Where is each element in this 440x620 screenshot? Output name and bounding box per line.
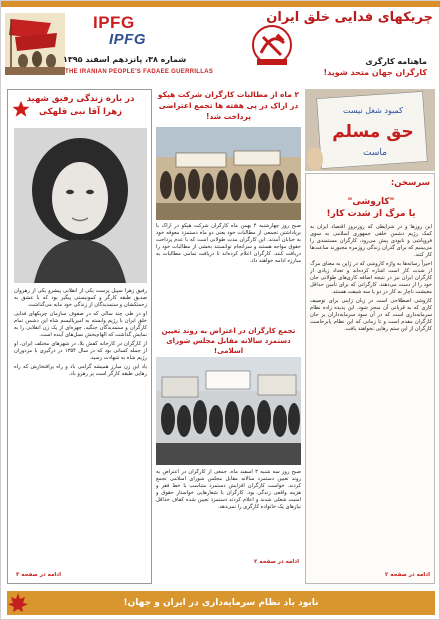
parliament-article-body: صبح روز سه شنبه ۳ اسفند ماه، جمعی از کارگران در اعتراض به روند تعیین دستمزد سالانه مقابل مجلس شورای اسلامی تجمع کردند. خواست کارگران افزایش دستمزد متناسب با خط فقر و هزینه واقعی زندگی بود. کارگران با شعارهایی خواستار حقوق و امنیت شغلی شدند و اعلام کردند دستمزد تعیین شده کفاف حداقل نیازهای یک خانواده کارگری را نمی‌دهد.: [156, 469, 301, 510]
publication-type: ماهنامه کارگری: [365, 57, 427, 66]
maple-leaf-icon: [7, 591, 29, 615]
martyr-paragraph: او در طی چند سالی که در صفوف سازمان چریکهای فدایی خلق ایران با رژیم وابسته به امپریالیسم شاه این دشمن تمام کارگران و ستمدیدگان جنگید، چهره‌ای از یک زن انقلابی را به نمایش گذاشت که الهام‌بخش نسل‌های آینده است.: [14, 311, 147, 338]
parliament-photo-illustration: [156, 357, 301, 465]
continued-link[interactable]: ادامه در صفحه ۲: [385, 572, 430, 578]
martyr-article-body: [14, 288, 147, 572]
red-star-icon: [12, 100, 30, 118]
martyr-heading-line2: زهرا آقا نبی قلهکی: [39, 107, 122, 117]
left-column-martyr-article: [7, 89, 152, 584]
sign-text-line1: کمبود شغل نیست: [343, 106, 403, 115]
editorial-section-label: سرسخن:: [390, 178, 430, 188]
protest-photo-illustration: [156, 127, 301, 220]
hammer-sickle-emblem-icon: [251, 23, 293, 69]
footer-slogan-bar: [7, 591, 435, 615]
continued-link[interactable]: ادامه در صفحه ۳: [16, 572, 61, 578]
editorial-paragraph: این روزها و در شرایطی که روزبروز اقتصاد ایران به کمک رژیم دشمن خلقی جمهوری اسلامی به سوی فروپاشی و نابودی پیش می‌رود، کارگران مستمندی را می‌بینیم که برای گذران زندگی روزمره مجبورند ساعت‌ها کار کنند.: [310, 224, 432, 258]
ipfg-logo-blue: IPFG: [109, 31, 147, 48]
sign-text-line3: ماست: [363, 148, 387, 158]
ipfg-logo-red: IPFG: [93, 13, 135, 32]
editorial-box: [305, 173, 435, 584]
sign-text-line2: حق مسلم: [332, 122, 414, 142]
hepco-article-body: صبح روز چهارشنبه ۴ بهمن ماه کارگران شرکت هپکو در اراک با برپاداشتن تجمعی از مطالبات خود یعنی دو ماه دستمزد معوقه خود به خیابان آمدند. این کارگران مدت طولانی است که با عدم پرداخت حقوق مواجه هستند و سرانجام توانستند بخشی از مطالبات خود را دریافت کنند. کارگران اعلام کرده‌اند تا دریافت تمامی مطالبات به مبارزه ادامه خواهند داد.: [156, 223, 301, 264]
martyr-heading-line1: در باره زندگی رفیق شهید: [26, 94, 135, 104]
editorial-paragraph: اخیراً رسانه‌ها به واژه کاروشی که در ژاپن به معنای مرگ از شدت کار است اشاره کرده‌اند و تعداد زیادی از کارگران ایران نیز در نتیجه اضافه کاری‌های طولانی جان خود را از دست می‌دهند. کارگرانی که برای تأمین حداقل معیشت ناچار به کار در دو یا سه شیفت هستند.: [310, 261, 432, 295]
masthead: [1, 1, 440, 85]
editorial-title-line2: یا مرگ از شدت کار!: [326, 209, 416, 219]
hepco-headline: ۲ ماه از مطالبات کارگران شرکت هپکو در اراک در پی هفته ها تجمع اعتراضی پرداخت شد!: [157, 90, 300, 121]
footer-slogan-text: نابود باد نظام سرمایه‌داری در ایران و جهان!: [123, 598, 319, 608]
masthead-slogan: کارگران جهان متحد شوید!: [323, 68, 427, 77]
protest-sign-photo: [305, 89, 435, 171]
parliament-protest-headline: تجمع کارگران در اعتراض به روند تعیین دستمزد سالانه مقابل مجلس شورای اسلامی!: [161, 327, 296, 355]
martyr-paragraph: از کارگران در کارخانه کفش بلا، در شهرهای مختلف ایران، او از جمله کسانی بود که در سال ۱۳۵۴ در درگیری با مزدوران رژیم شاه به شهادت رسید.: [14, 341, 147, 361]
logo-block: [5, 7, 214, 79]
english-org-name: THE IRANIAN PEOPLE'S FADAEE GUERRILLAS: [65, 69, 214, 75]
flag-fighters-icon: [5, 13, 65, 75]
middle-column-news: [156, 89, 301, 584]
continued-link[interactable]: ادامه در صفحه ۲: [254, 559, 299, 565]
martyr-paragraph: یاد این زن مبارز همیشه گرامی باد و راه پرافتخارش که راه رهایی طبقه کارگر است پر رهرو باد.: [14, 364, 147, 377]
hepco-protest-photo: [156, 127, 301, 220]
portrait-illustration: [14, 128, 147, 283]
right-column-editorial: [305, 89, 435, 584]
parliament-protest-photo: [156, 357, 301, 465]
martyr-paragraph: رفیق زهرا سپیل پرست یکی از انقلابی پیشرو یکی از رهروان صدیق طبقه کارگر و کمونیستی پیگیر بود که با عشق به زحمتکشان و ستمدیدگان از زندگی خود مایه می‌گذاشت.: [14, 288, 147, 308]
editorial-paragraph: کاروشی اصطلاحی است در زبان ژاپنی برای توصیف کاری که به قربانی آن منجر شود. این پدیده زاده نظام سرمایه‌داری است که در آن سود سرمایه‌داران بر جان کارگران مقدم است و تا زمانی که این نظام پابرجاست کارگران از این ستم رهایی نخواهند یافت.: [310, 298, 432, 332]
issue-number-date: شماره ۳۸، پانزدهم اسفند ۱۳۹۵: [63, 55, 187, 64]
publication-title: چریکهای فدایی خلق ایران: [266, 10, 433, 25]
martyr-portrait-photo: [14, 128, 147, 283]
sign-photo-illustration: [305, 89, 435, 171]
editorial-body: [310, 224, 432, 572]
editorial-title-line1: "کاروشی": [347, 197, 395, 207]
editorial-title: [306, 196, 436, 220]
